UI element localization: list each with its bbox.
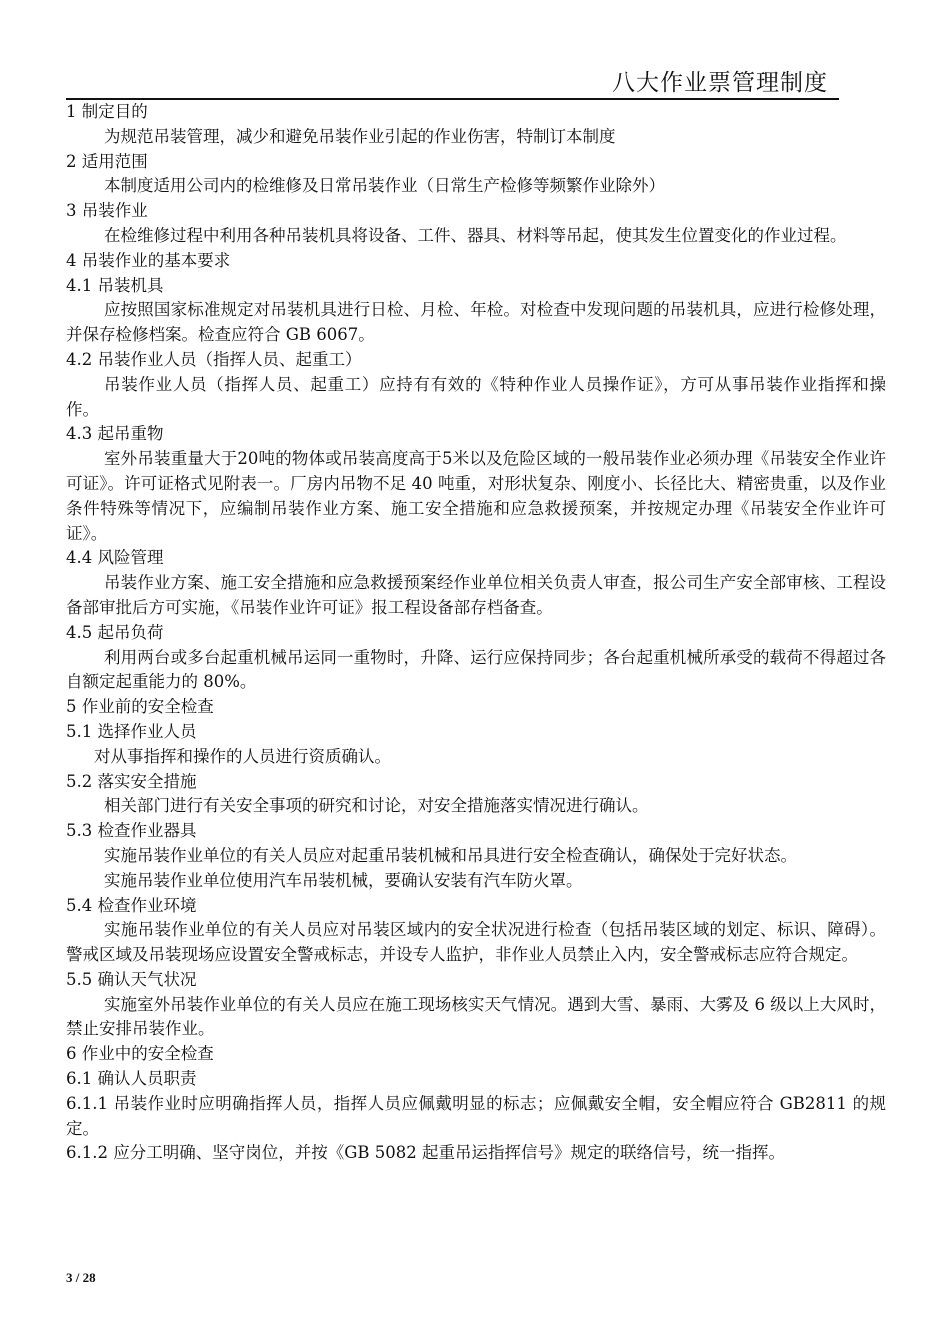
subsection-heading: 4.4 风险管理 [66,548,164,568]
section-heading: 4 吊装作业的基本要求 [66,250,231,270]
subsection-heading: 5.3 检查作业器具 [66,821,197,841]
paragraph: 利用两台或多台起重机械吊运同一重物时，升降、运行应保持同步；各台起重机械所承受的载荷不得超过各自额定起重能力的 80%。 [66,647,886,692]
section-heading: 5 作业前的安全检查 [66,697,214,717]
subsection-heading: 5.5 确认天气状况 [66,969,197,989]
paragraph: 相关部门进行有关安全事项的研究和讨论，对安全措施落实情况进行确认。 [104,796,649,816]
section-heading: 3 吊装作业 [66,201,148,221]
subsection-heading: 5.4 检查作业环境 [66,895,197,915]
subsection-heading: 4.5 起吊负荷 [66,622,164,642]
paragraph: 实施吊装作业单位使用汽车吊装机械，要确认安装有汽车防火罩。 [104,870,583,890]
subsection-heading: 4.2 吊装作业人员（指挥人员、起重工） [66,349,362,369]
document-body [66,100,886,1166]
subsection-heading: 5.1 选择作业人员 [66,721,197,741]
page-number: 3 / 28 [66,1270,96,1285]
section-heading: 6 作业中的安全检查 [66,1044,214,1064]
paragraph: 为规范吊装管理，减少和避免吊装作业引起的作业伤害，特制订本制度 [104,126,616,146]
paragraph: 本制度适用公司内的检维修及日常吊装作业（日常生产检修等频繁作业除外） [104,176,665,196]
clause-paragraph: 6.1.2 应分工明确、坚守岗位，并按《GB 5082 起重吊运指挥信号》规定的联络信号，统一指挥。 [66,1143,786,1163]
section-heading: 2 适用范围 [66,151,148,171]
section-heading: 1 制定目的 [66,102,148,121]
subsection-heading: 6.1 确认人员职责 [66,1069,197,1089]
clause-paragraph: 6.1.1 吊装作业时应明确指挥人员，指挥人员应佩戴明显的标志；应佩戴安全帽，安全帽应符合 GB2811 的规定。 [66,1093,886,1138]
paragraph: 实施吊装作业单位的有关人员应对吊装区域内的安全状况进行检查（包括吊装区域的划定、标识、障碍）。警戒区域及吊装现场应设置安全警戒标志，并设专人监护，非作业人员禁止入内，安全警戒标志应符合规定。 [66,920,886,965]
paragraph: 实施吊装作业单位的有关人员应对起重吊装机械和吊具进行安全检查确认，确保处于完好状态。 [104,845,797,865]
paragraph: 室外吊装重量大于20吨的物体或吊装高度高于5米以及危险区域的一般吊装作业必须办理《吊装安全作业许可证》。许可证格式见附表一。厂房内吊物不足 40 吨重，对形状复杂、刚度小、长径比大、精密贵重，以及作业条件特殊等情况下，应编制吊装作业方案、施工安全措施和应急救援预案，并按规定办理《吊装安全作业许可证》。 [66,449,886,543]
paragraph: 在检维修过程中利用各种吊装机具将设备、工件、器具、材料等吊起，使其发生位置变化的作业过程。 [104,225,847,245]
subsection-heading: 4.1 吊装机具 [66,275,164,295]
subsection-heading: 5.2 落实安全措施 [66,771,197,791]
paragraph: 实施室外吊装作业单位的有关人员应在施工现场核实天气情况。遇到大雪、暴雨、大雾及 6 级以上大风时，禁止安排吊装作业。 [66,994,886,1039]
paragraph: 应按照国家标准规定对吊装机具进行日检、月检、年检。对检查中发现问题的吊装机具，应进行检修处理，并保存检修档案。检查应符合 GB 6067。 [66,300,886,345]
page-header-title: 八大作业票管理制度 [612,70,828,96]
subsection-heading: 4.3 起吊重物 [66,424,164,444]
paragraph: 吊装作业人员（指挥人员、起重工）应持有有效的《特种作业人员操作证》，方可从事吊装作业指挥和操作。 [66,374,886,419]
paragraph: 对从事指挥和操作的人员进行资质确认。 [94,746,391,766]
paragraph: 吊装作业方案、施工安全措施和应急救援预案经作业单位相关负责人审查，报公司生产安全部审核、工程设备部审批后方可实施，《吊装作业许可证》报工程设备部存档备查。 [66,573,886,617]
